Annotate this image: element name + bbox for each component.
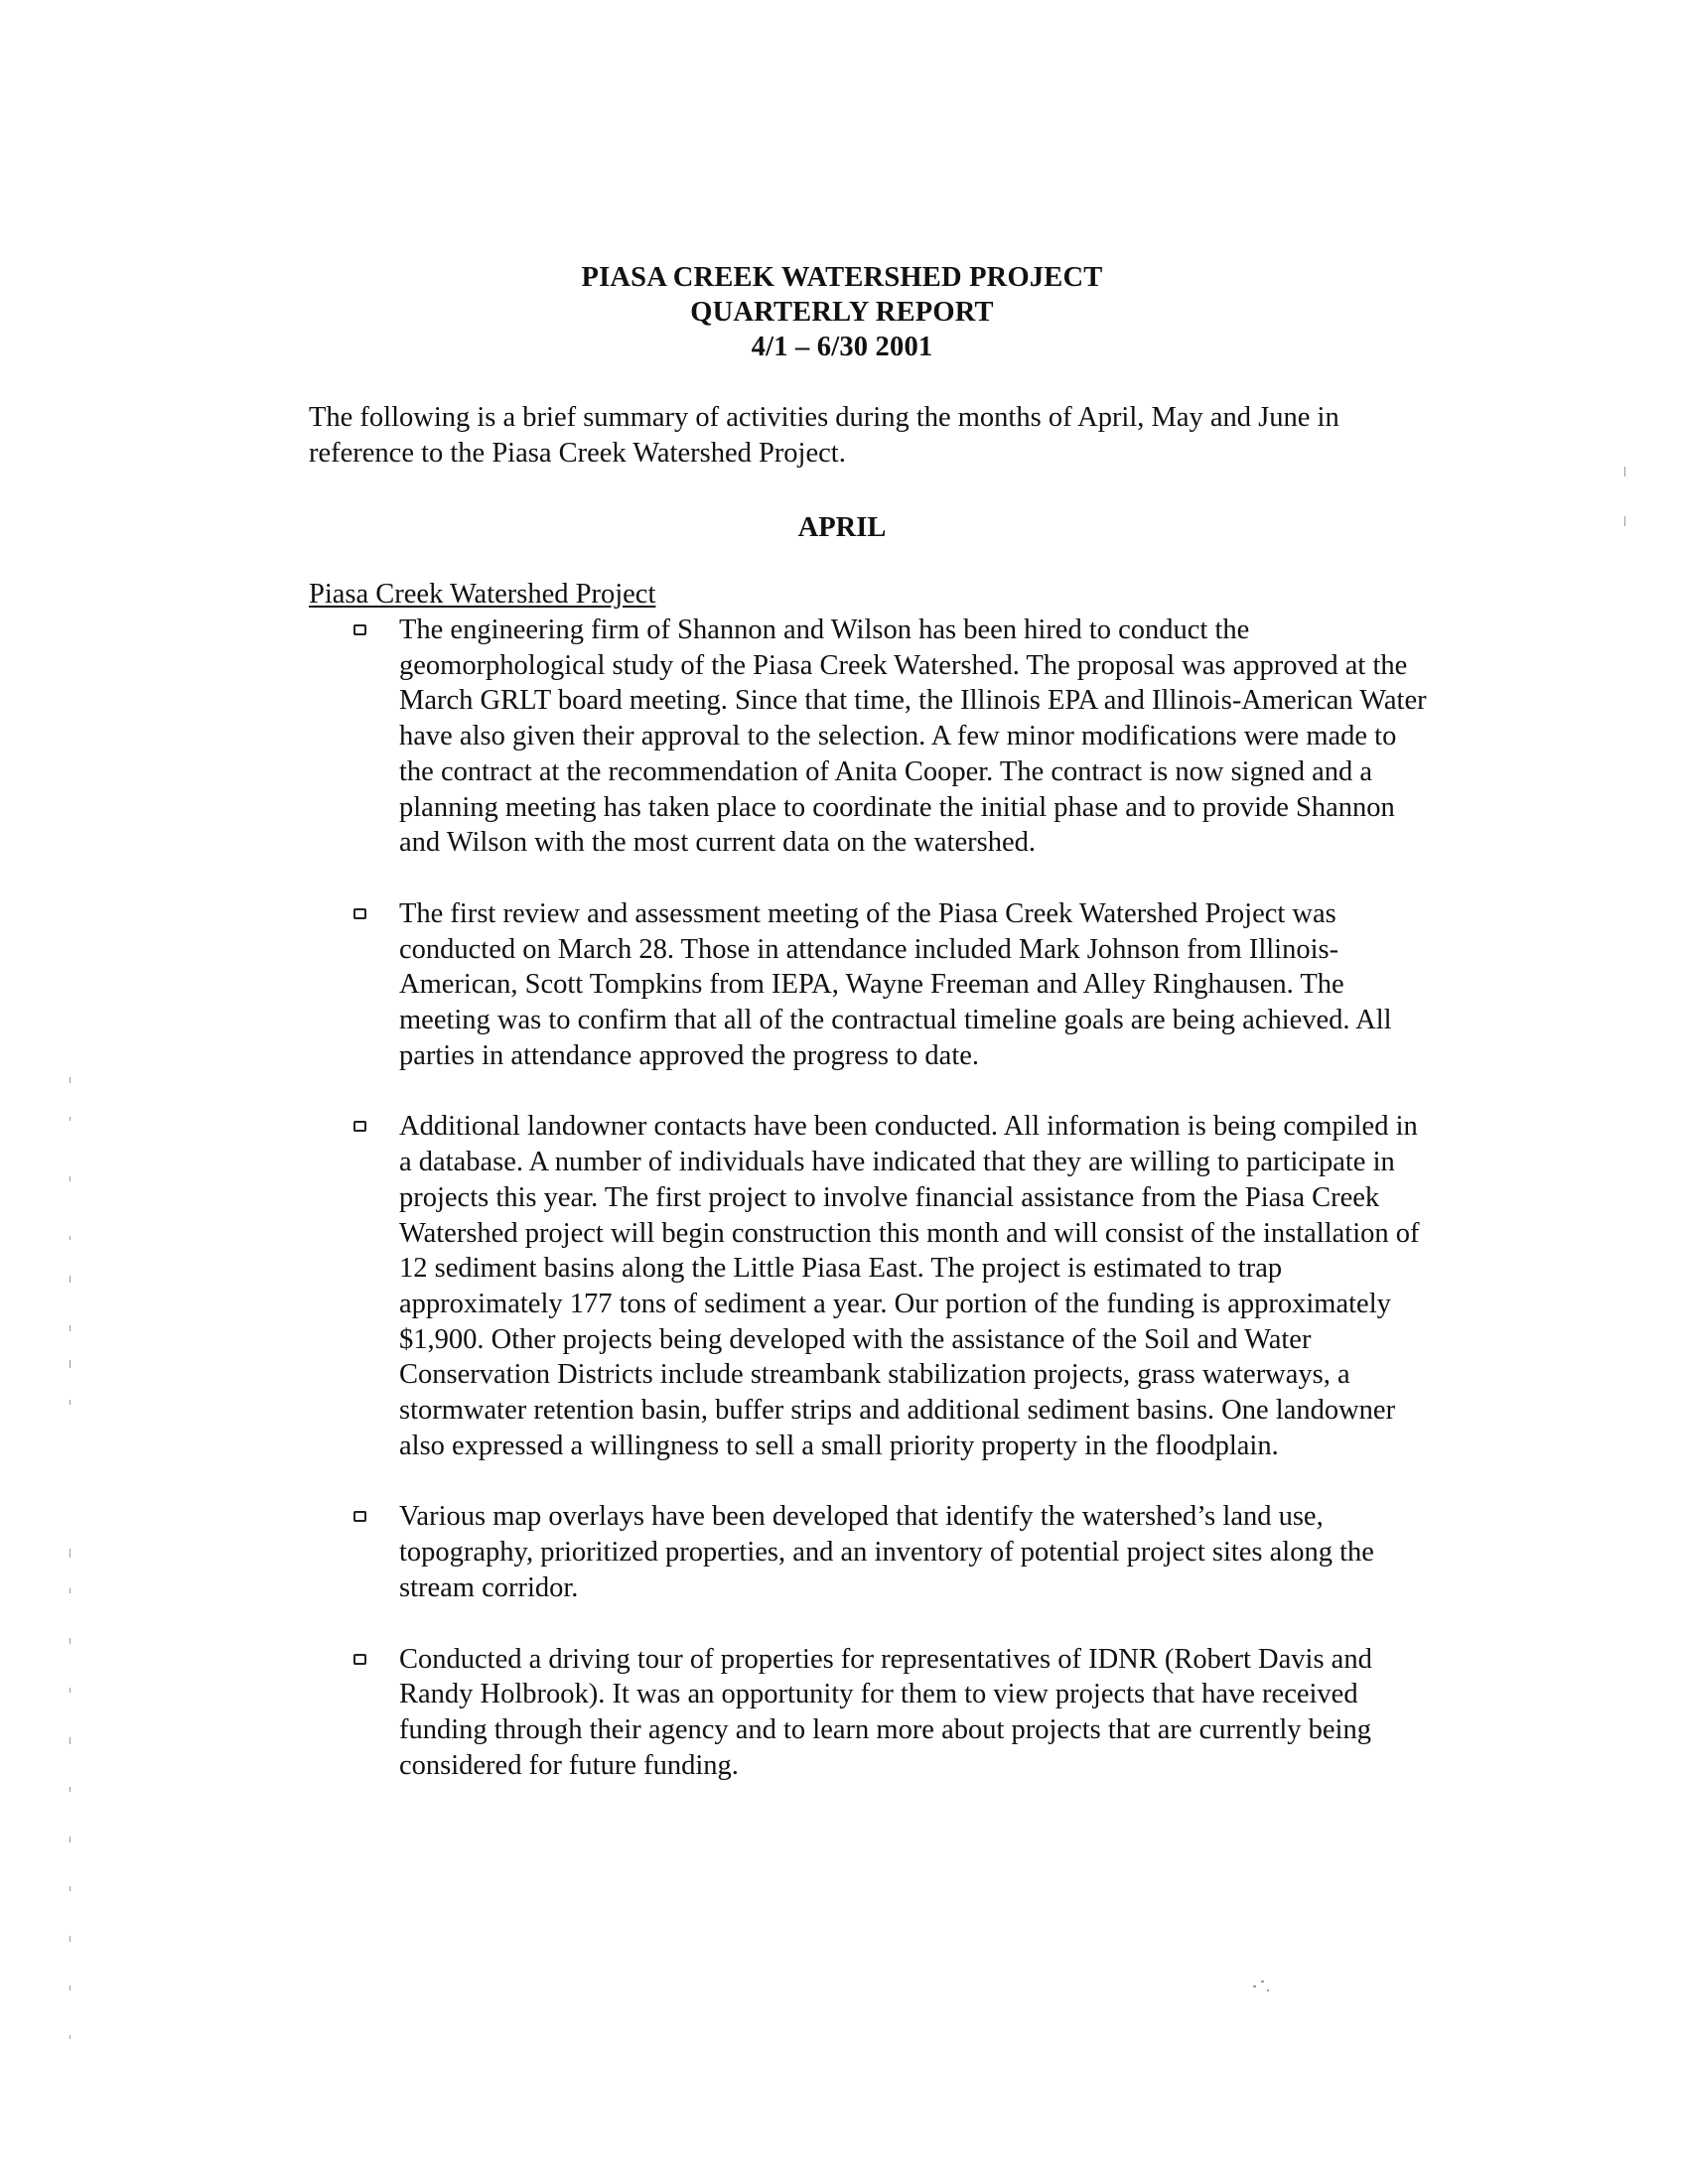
activity-list	[0, 613, 1684, 1819]
square-bullet-icon	[353, 1654, 366, 1665]
list-item-text: The engineering firm of Shannon and Wilson has been hired to conduct the geomorphological study of the Piasa Creek Watershed. The proposal was approved at the March GRLT board meeting. Since that time, the Illinois EPA and Illinois-American Water have also given their approval to the selection. A few minor modifications were made to the contract at the recommendation of Anita Cooper. The contract is now signed and a planning meeting has taken place to coordinate the initial phase and to provide Shannon and Wilson with the most current data on the watershed.	[399, 614, 1427, 859]
square-bullet-icon	[353, 1121, 366, 1132]
list-item-text: Conducted a driving tour of properties for representatives of IDNR (Robert Davis and Randy Holbrook). It was an opportunity for them to view projects that have received funding through their agency and to learn more about projects that are currently being considered for future funding.	[399, 1643, 1372, 1781]
list-item	[0, 1499, 1432, 1605]
list-item	[0, 896, 1432, 1074]
square-bullet-icon	[353, 1511, 366, 1522]
square-bullet-icon	[353, 624, 366, 635]
section-title: Piasa Creek Watershed Project	[309, 579, 656, 610]
intro-paragraph: The following is a brief summary of activities during the months of April, May and June in reference to the Piasa Creek Watershed Project.	[309, 402, 1339, 469]
list-item-text: The first review and assessment meeting of the Piasa Creek Watershed Project was conducted on March 28. Those in attendance included Mark Johnson from Illinois-American, Scott Tompkins from IEPA, Wayne Freeman and Alley Ringhausen. The meeting was to confirm that all of the contractual timeline goals are being achieved. All parties in attendance approved the progress to date.	[399, 897, 1392, 1071]
title-line-project: PIASA CREEK WATERSHED PROJECT	[581, 262, 1103, 293]
list-item	[0, 1109, 1432, 1463]
list-item	[0, 613, 1432, 861]
title-line-report: QUARTERLY REPORT	[690, 297, 994, 328]
list-item-text: Various map overlays have been developed that identify the watershed’s land use, topography, prioritized properties, and an inventory of potential project sites along the stream corridor.	[399, 1501, 1374, 1603]
month-heading: APRIL	[797, 512, 887, 543]
list-item-text: Additional landowner contacts have been conducted. All information is being compiled in a database. A number of individuals have indicated that they are willing to participate in projects this year. The first project to involve financial assistance from the Piasa Creek Watershed project will begin construction this month and will consist of the installation of 12 sediment basins along the Little Piasa East. The project is estimated to trap approximately 177 tons of sediment a year. Our portion of the funding is approximately $1,900. Other projects being developed with the assistance of the Soil and Water Conservation Districts include streambank stabilization projects, grass waterways, a stormwater retention basin, buffer strips and additional sediment basins. One landowner also expressed a willingness to sell a small priority property in the floodplain.	[399, 1111, 1420, 1461]
list-item	[0, 1642, 1432, 1784]
report-title	[0, 260, 1684, 364]
square-bullet-icon	[353, 908, 366, 919]
title-line-period: 4/1 – 6/30 2001	[751, 332, 933, 362]
